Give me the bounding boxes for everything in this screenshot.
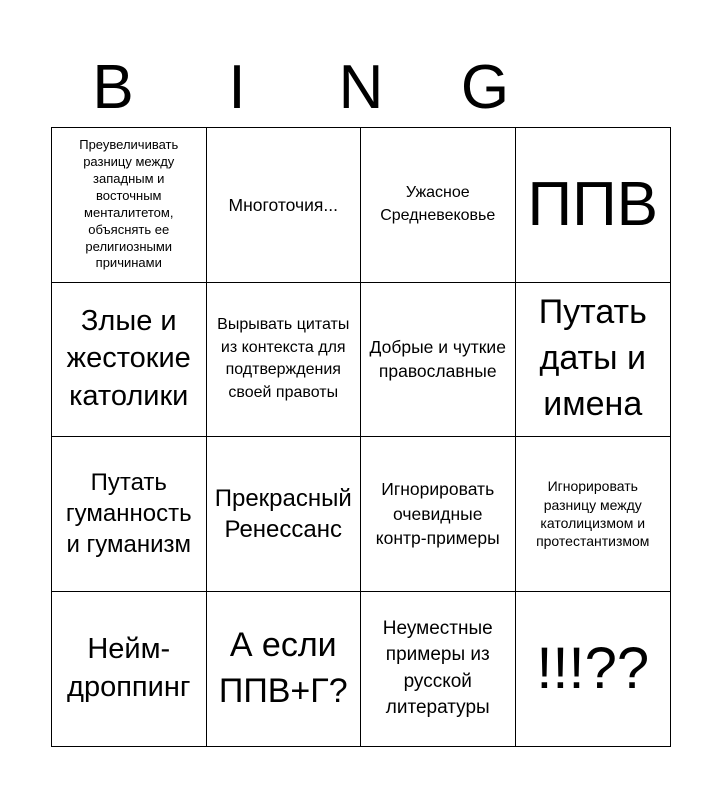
bingo-cell[interactable] <box>361 128 516 283</box>
bingo-cell-text: Путать даты и имена <box>538 293 647 424</box>
bingo-cell-text: Преувеличивать разницу между западным и восточным менталитетом, объяснять ее религиозными причинами <box>79 137 179 271</box>
bingo-cell-text: Неуместные примеры из русской литературы <box>382 617 493 719</box>
bingo-cell[interactable] <box>52 283 207 438</box>
bingo-cell[interactable] <box>207 437 362 592</box>
bingo-cell-text: Ужасное Средневековье <box>380 184 496 224</box>
bingo-cell-text: Вырывать цитаты из контекста для подтверждения своей правоты <box>217 316 350 401</box>
bingo-cell-text: Нейм-дроппинг <box>67 633 191 703</box>
bingo-cell-text: Игнорировать очевидные контр-примеры <box>375 479 500 548</box>
bingo-cell[interactable] <box>207 283 362 438</box>
bingo-cell[interactable] <box>52 592 207 747</box>
bingo-cell-text: Добрые и чуткие православные <box>369 336 506 382</box>
bingo-cell-text: Путать гуманность и гуманизм <box>65 468 192 559</box>
bingo-cell[interactable] <box>516 437 671 592</box>
bingo-cell[interactable] <box>361 592 516 747</box>
bingo-cell[interactable] <box>516 592 671 747</box>
bingo-cell[interactable] <box>361 283 516 438</box>
bingo-cell[interactable] <box>516 128 671 283</box>
bingo-cell[interactable] <box>52 128 207 283</box>
header-letter-b: B <box>92 53 134 122</box>
bingo-header <box>51 52 671 124</box>
bingo-cell-text: Игнорировать разницу между католицизмом и протестантизмом <box>536 478 650 549</box>
bingo-cell-text: Прекрасный Ренессанс <box>214 484 352 543</box>
bingo-cell-text: А если ППВ+Г? <box>218 625 348 710</box>
bingo-cell[interactable] <box>207 128 362 283</box>
bingo-cell-text: Многоточия... <box>228 194 338 215</box>
bingo-cell[interactable] <box>207 592 362 747</box>
bingo-cell[interactable] <box>516 283 671 438</box>
header-letter-i: I <box>228 53 246 122</box>
bingo-cell-text: !!!?? <box>536 635 650 701</box>
header-letter-n: N <box>338 53 384 122</box>
bingo-cell[interactable] <box>361 437 516 592</box>
bingo-cell-text: ППВ <box>527 169 658 239</box>
bingo-cell-text: Злые и жестокие католики <box>66 304 191 413</box>
header-letter-g: G <box>460 53 510 122</box>
bingo-cell[interactable] <box>52 437 207 592</box>
bingo-board <box>51 127 671 747</box>
